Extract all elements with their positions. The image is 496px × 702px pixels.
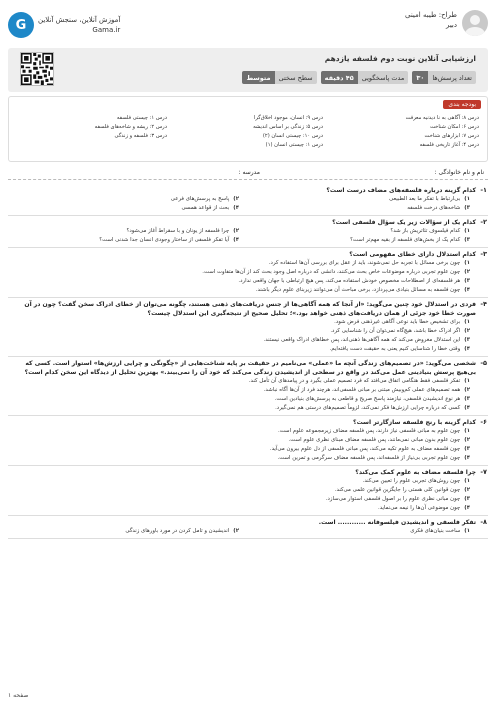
option-text: تفکر فلسفی فقط هنگامی اتفاق می‌افتد که فرد تصمیم عملی بگیرد و در پیامدهای آن تأمل کند.	[248, 378, 461, 384]
option-text: چون علوم به مبانی فلسفی نیاز دارند، پس فلسفه مضاف زیرمجموعه علوم است.	[278, 428, 461, 434]
question-text: فردی در استدلال خود چنین می‌گوید: «از آنجا که همه آگاهی‌ها از جنس دریافت‌های ذهنی هستند، چگونه می‌توان از خطای ادراک سخن گفت؟ چون در آن صورت خطا خود جزئی از همان دریافت‌های ذهنی خواهد بود.»؛ تحلیل صحیح از نتیجه‌گیری این استدلال چیست؟	[24, 301, 476, 317]
question-block	[8, 298, 488, 357]
question-number: ۷-	[480, 468, 487, 476]
chip-value: ۳۰	[412, 71, 428, 84]
option-text: چرا فلسفه از یونان و با سقراط آغاز می‌شود؟	[126, 228, 230, 234]
option-text: اندیشیدن و تامل کردن در مورد باورهای زندگی	[125, 528, 230, 534]
question-text: کدام استدلال دارای خطای مفهومی است؟	[349, 251, 476, 258]
question-block	[8, 516, 488, 539]
chip-difficulty	[242, 71, 316, 84]
chip-key: سطح سختی	[275, 71, 317, 84]
option-text: چون علوم تجربی درباره موضوعات خاص بحث می‌کنند، دانشی که درباره اصل وجود بحث کند از آن‌ها متفاوت است.	[202, 269, 461, 275]
topic-item: درس ۳: فلسفه و زندگی	[114, 133, 167, 139]
answer-option[interactable]	[8, 445, 470, 454]
option-number: ۴)	[233, 237, 239, 243]
option-number: ۲)	[233, 196, 239, 202]
author-block	[405, 10, 488, 36]
answer-option[interactable]	[239, 204, 470, 213]
option-text: چون موضوعی آن‌ها را نیمه می‌نماید.	[377, 505, 461, 511]
answer-option[interactable]	[8, 427, 470, 436]
option-number: ۲)	[464, 487, 470, 493]
options-list	[8, 377, 488, 413]
option-number: ۲)	[464, 387, 470, 393]
option-text: ساخت بنیان‌های فکری	[410, 528, 461, 534]
question-stem	[8, 418, 488, 427]
answer-option[interactable]	[8, 527, 239, 536]
option-number: ۴)	[464, 287, 470, 293]
topic-item: درس ۲: ریشه و شاخه‌های فلسفه	[94, 124, 167, 130]
option-number: ۴)	[464, 505, 470, 511]
answer-option[interactable]	[8, 286, 470, 295]
option-text: آیا تفکر فلسفی از ساختار وجودی انسان جدا شدنی است؟	[99, 237, 230, 243]
brand-text	[38, 15, 120, 35]
question-number: ۳-	[480, 250, 487, 258]
option-number: ۳)	[464, 337, 470, 343]
answer-option[interactable]	[8, 345, 470, 354]
option-number: ۱)	[464, 228, 470, 234]
options-list	[8, 227, 488, 245]
answer-option[interactable]	[8, 259, 470, 268]
option-number: ۴)	[233, 205, 239, 211]
options-list	[8, 527, 488, 536]
option-text: چون علوم بدون مبانی نمی‌مانند، پس فلسفه مضاف مبنای نظری علوم است.	[288, 437, 461, 443]
brand-logo: G	[8, 12, 34, 38]
chip-duration	[321, 71, 409, 84]
option-number: ۴)	[464, 405, 470, 411]
topic-item	[17, 142, 167, 148]
option-number: ۲)	[233, 228, 239, 234]
answer-option[interactable]	[239, 227, 470, 236]
option-text: بحث از قواعد همسی	[181, 205, 230, 211]
option-number: ۳)	[464, 205, 470, 211]
answer-option[interactable]	[8, 227, 239, 236]
question-stem	[8, 468, 488, 477]
answer-option[interactable]	[8, 195, 239, 204]
answer-option[interactable]	[8, 486, 470, 495]
name-label: نام و نام خانوادگی :	[434, 169, 484, 176]
option-text: برای تشخیص خطا باید نوعی آگاهی غیرذهنی فرض شود.	[334, 319, 461, 325]
question-text: کدام گزینه با رنج فلسفه سازگارتر است؟	[353, 419, 476, 426]
question-block	[8, 416, 488, 466]
brand-block	[8, 12, 120, 38]
school-label: مدرسه :	[238, 169, 260, 176]
options-list	[8, 259, 488, 295]
answer-option[interactable]	[8, 504, 470, 513]
option-number: ۲)	[233, 528, 239, 534]
option-text: پاسخ به پرسش‌های فرعی	[170, 196, 230, 202]
option-number: ۳)	[464, 496, 470, 502]
topic-item: درس ۵: زندگی بر اساس اندیشه	[253, 124, 323, 130]
question-stem	[8, 518, 488, 527]
chip-question-count	[412, 71, 476, 84]
author-text	[405, 10, 457, 36]
questions-list	[8, 184, 488, 688]
answer-option[interactable]	[8, 277, 470, 286]
answer-option[interactable]	[239, 195, 470, 204]
answer-option[interactable]	[8, 404, 470, 413]
question-block	[8, 184, 488, 216]
question-stem	[8, 250, 488, 259]
question-stem	[8, 359, 488, 377]
option-number: ۱)	[464, 260, 470, 266]
topic-item: درس ۷: ابزارهای شناخت	[424, 133, 479, 139]
option-number: ۲)	[464, 437, 470, 443]
option-number: ۱)	[464, 196, 470, 202]
answer-option[interactable]	[8, 386, 470, 395]
student-info-line	[8, 168, 488, 180]
chip-value: ۴۵ دقیقه	[321, 71, 358, 84]
question-block	[8, 357, 488, 416]
question-text: کدام یک از سؤالات زیر یک سؤال فلسفی است؟	[332, 219, 476, 226]
question-block	[8, 466, 488, 516]
option-number: ۱)	[464, 428, 470, 434]
option-text: چون روش‌های تجربی علوم را تعیین می‌کند.	[362, 478, 461, 484]
option-number: ۲)	[464, 269, 470, 275]
brand-url: Gama.ir	[92, 26, 121, 34]
option-text: کدام یک از بخش‌های فلسفه از بقیه مهم‌تر است؟	[350, 237, 461, 243]
option-number: ۲)	[464, 328, 470, 334]
question-number: ۶-	[480, 418, 487, 426]
options-list	[8, 427, 488, 463]
question-stem	[8, 186, 488, 195]
answer-option[interactable]	[239, 527, 470, 536]
option-text: کسی که درباره چرایی ارزش‌ها فکر نمی‌کند، لزوماً تصمیم‌های درستی هم نمی‌گیرد.	[275, 405, 461, 411]
option-number: ۱)	[464, 478, 470, 484]
question-text: تفکر فلسفی و اندیشیدن فیلسوفانه ............ است.	[318, 519, 476, 526]
options-list	[8, 318, 488, 354]
option-text: اگر ادراک خطا باشد، هیچ‌گاه نمی‌توان آن را شناسایی کرد.	[330, 328, 461, 334]
question-number: ۱-	[480, 186, 487, 194]
question-block	[8, 248, 488, 298]
topics-label: بودجه بندی	[443, 100, 481, 109]
page-header	[8, 8, 488, 46]
option-text: هر نوع اندیشیدن فلسفی، نیازمند پاسخ صریح و قاطعی به پرسش‌های بنیادین است.	[274, 396, 461, 402]
option-number: ۳)	[464, 237, 470, 243]
question-text: کدام گزینه درباره فلسفه‌های مضاف درست است؟	[326, 187, 476, 194]
chip-key: تعداد پرسش‌ها	[428, 71, 476, 84]
author-name: طراح: طیبه امینی	[404, 11, 457, 19]
author-role: دبیر	[445, 21, 457, 29]
question-text: چرا فلسفه مضاف به علوم کمک می‌کند؟	[355, 469, 476, 476]
brand-tagline: آموزش آنلاین، سنجش آنلاین	[38, 16, 121, 24]
topic-item: درس ۴: آغاز تاریخی فلسفه	[419, 142, 479, 148]
option-text: شاخه‌های درخت فلسفه	[407, 205, 461, 211]
question-stem	[8, 300, 488, 318]
option-text: چون قوانین کلی هستی را جایگزین قوانین علمی می‌کند.	[334, 487, 461, 493]
avatar	[462, 10, 488, 36]
chip-key: مدت پاسخگویی	[358, 71, 409, 84]
answer-option[interactable]	[8, 336, 470, 345]
chip-value: متوسط	[242, 71, 274, 84]
question-stem	[8, 218, 488, 227]
question-number: ۴-	[480, 300, 487, 308]
topic-item: درس ۱۰: چیستی انسان (۲)	[262, 133, 323, 139]
exam-info-box	[8, 48, 488, 92]
option-number: ۳)	[464, 446, 470, 452]
answer-option[interactable]	[8, 395, 470, 404]
option-text: چون برخی مسائل با تجربه حل نمی‌شوند، باید از عقل برای بررسی آن‌ها استفاده کرد.	[268, 260, 461, 266]
topic-item: درس ۱: چیستی فلسفه	[116, 115, 167, 121]
question-block	[8, 216, 488, 248]
option-text: همه تصمیم‌های عملی کم‌وبیش مبتنی بر مبانی فلسفی‌اند، هرچند فرد از آن‌ها آگاه نباشد.	[263, 387, 461, 393]
topics-box	[8, 96, 488, 162]
question-number: ۸-	[480, 518, 487, 526]
option-number: ۳)	[464, 396, 470, 402]
option-text: چون مبانی نظری علوم را بر اصول فلسفی استوار می‌سازد.	[325, 496, 461, 502]
question-number: ۵-	[480, 359, 487, 367]
option-text: چون علوم تجربی بی‌نیاز از فلسفه‌اند، پس فلسفه مضاف سرگرمی و تمرین است.	[277, 455, 461, 461]
option-text: بی‌ارتباط با تفکر ما بعد الطبیعی	[389, 196, 461, 202]
option-number: ۱)	[464, 528, 470, 534]
options-list	[8, 195, 488, 213]
option-text: چون فلسفه به مسائل بنیادی می‌پردازد، برخی مباحث آن می‌توانند زیربنای علوم دیگر باشند.	[255, 287, 461, 293]
answer-option[interactable]	[8, 436, 470, 445]
topic-item: درس ۹: انسان، موجود اخلاق‌گرا	[253, 115, 323, 121]
answer-option[interactable]	[8, 477, 470, 486]
answer-option[interactable]	[8, 318, 470, 327]
option-text: چون فلسفه مضاف به علوم تکیه می‌کند، پس مبانی فلسفی از دل علوم بیرون می‌آید.	[269, 446, 461, 452]
question-number: ۲-	[480, 218, 487, 226]
answer-option[interactable]	[8, 377, 470, 386]
page-number: صفحه ۱	[8, 692, 29, 699]
topic-item: درس ۱: چیستی انسان (۱)	[265, 142, 323, 148]
option-number: ۳)	[464, 278, 470, 284]
answer-option[interactable]	[8, 268, 470, 277]
answer-option[interactable]	[8, 495, 470, 504]
answer-option[interactable]	[8, 454, 470, 463]
topic-item: درس ۸: آگاهی به نا دیدنیه معرفت	[405, 115, 479, 121]
question-text: شخصی می‌گوید: «در تصمیم‌های زندگی آنچه ما «عملی» می‌نامیم در حقیقت بر پایه شناخت‌هایی از «چگونگی و چرایی ارزش‌ها» استوار است. کسی که بی‌هیچ پرسش بنیادینی عمل می‌کند در واقع در سطحی از اندیشیدن زندگی می‌کند که خود آن را نمی‌بیند.» بهترین تحلیل از دیدگاه این سخن کدام است؟	[24, 360, 476, 376]
option-text: این استدلال مغروض می‌کند که همه آگاهی‌ها ذهنی‌اند، پس خطاهای ادراک واقعی نیستند.	[263, 337, 461, 343]
option-text: هر فلسفه‌ای از اصطلاحات مخصوص خودش استفاده می‌کند، پس هیچ ارتباطی با جهان واقعی ندارد.	[238, 278, 461, 284]
option-number: ۴)	[464, 346, 470, 352]
options-list	[8, 477, 488, 513]
exam-chips	[242, 71, 476, 84]
exam-title: ارزشیابی آنلاین نوبت دوم فلسفه یازدهم	[324, 54, 476, 63]
answer-option[interactable]	[8, 236, 239, 245]
answer-option[interactable]	[239, 236, 470, 245]
option-number: ۱)	[464, 378, 470, 384]
option-number: ۱)	[464, 319, 470, 325]
option-text: کدام فیلسوف تئاتریش باز شد؟	[390, 228, 461, 234]
topic-item: درس ۶: امکان شناخت	[430, 124, 479, 130]
option-text: وقتی خطا را شناسایی کنیم یعنی به حقیقت دست یافته‌ایم.	[329, 346, 461, 352]
answer-option[interactable]	[8, 204, 239, 213]
topics-grid	[17, 115, 479, 148]
qr-code-icon	[20, 52, 54, 86]
option-number: ۴)	[464, 455, 470, 461]
answer-option[interactable]	[8, 327, 470, 336]
